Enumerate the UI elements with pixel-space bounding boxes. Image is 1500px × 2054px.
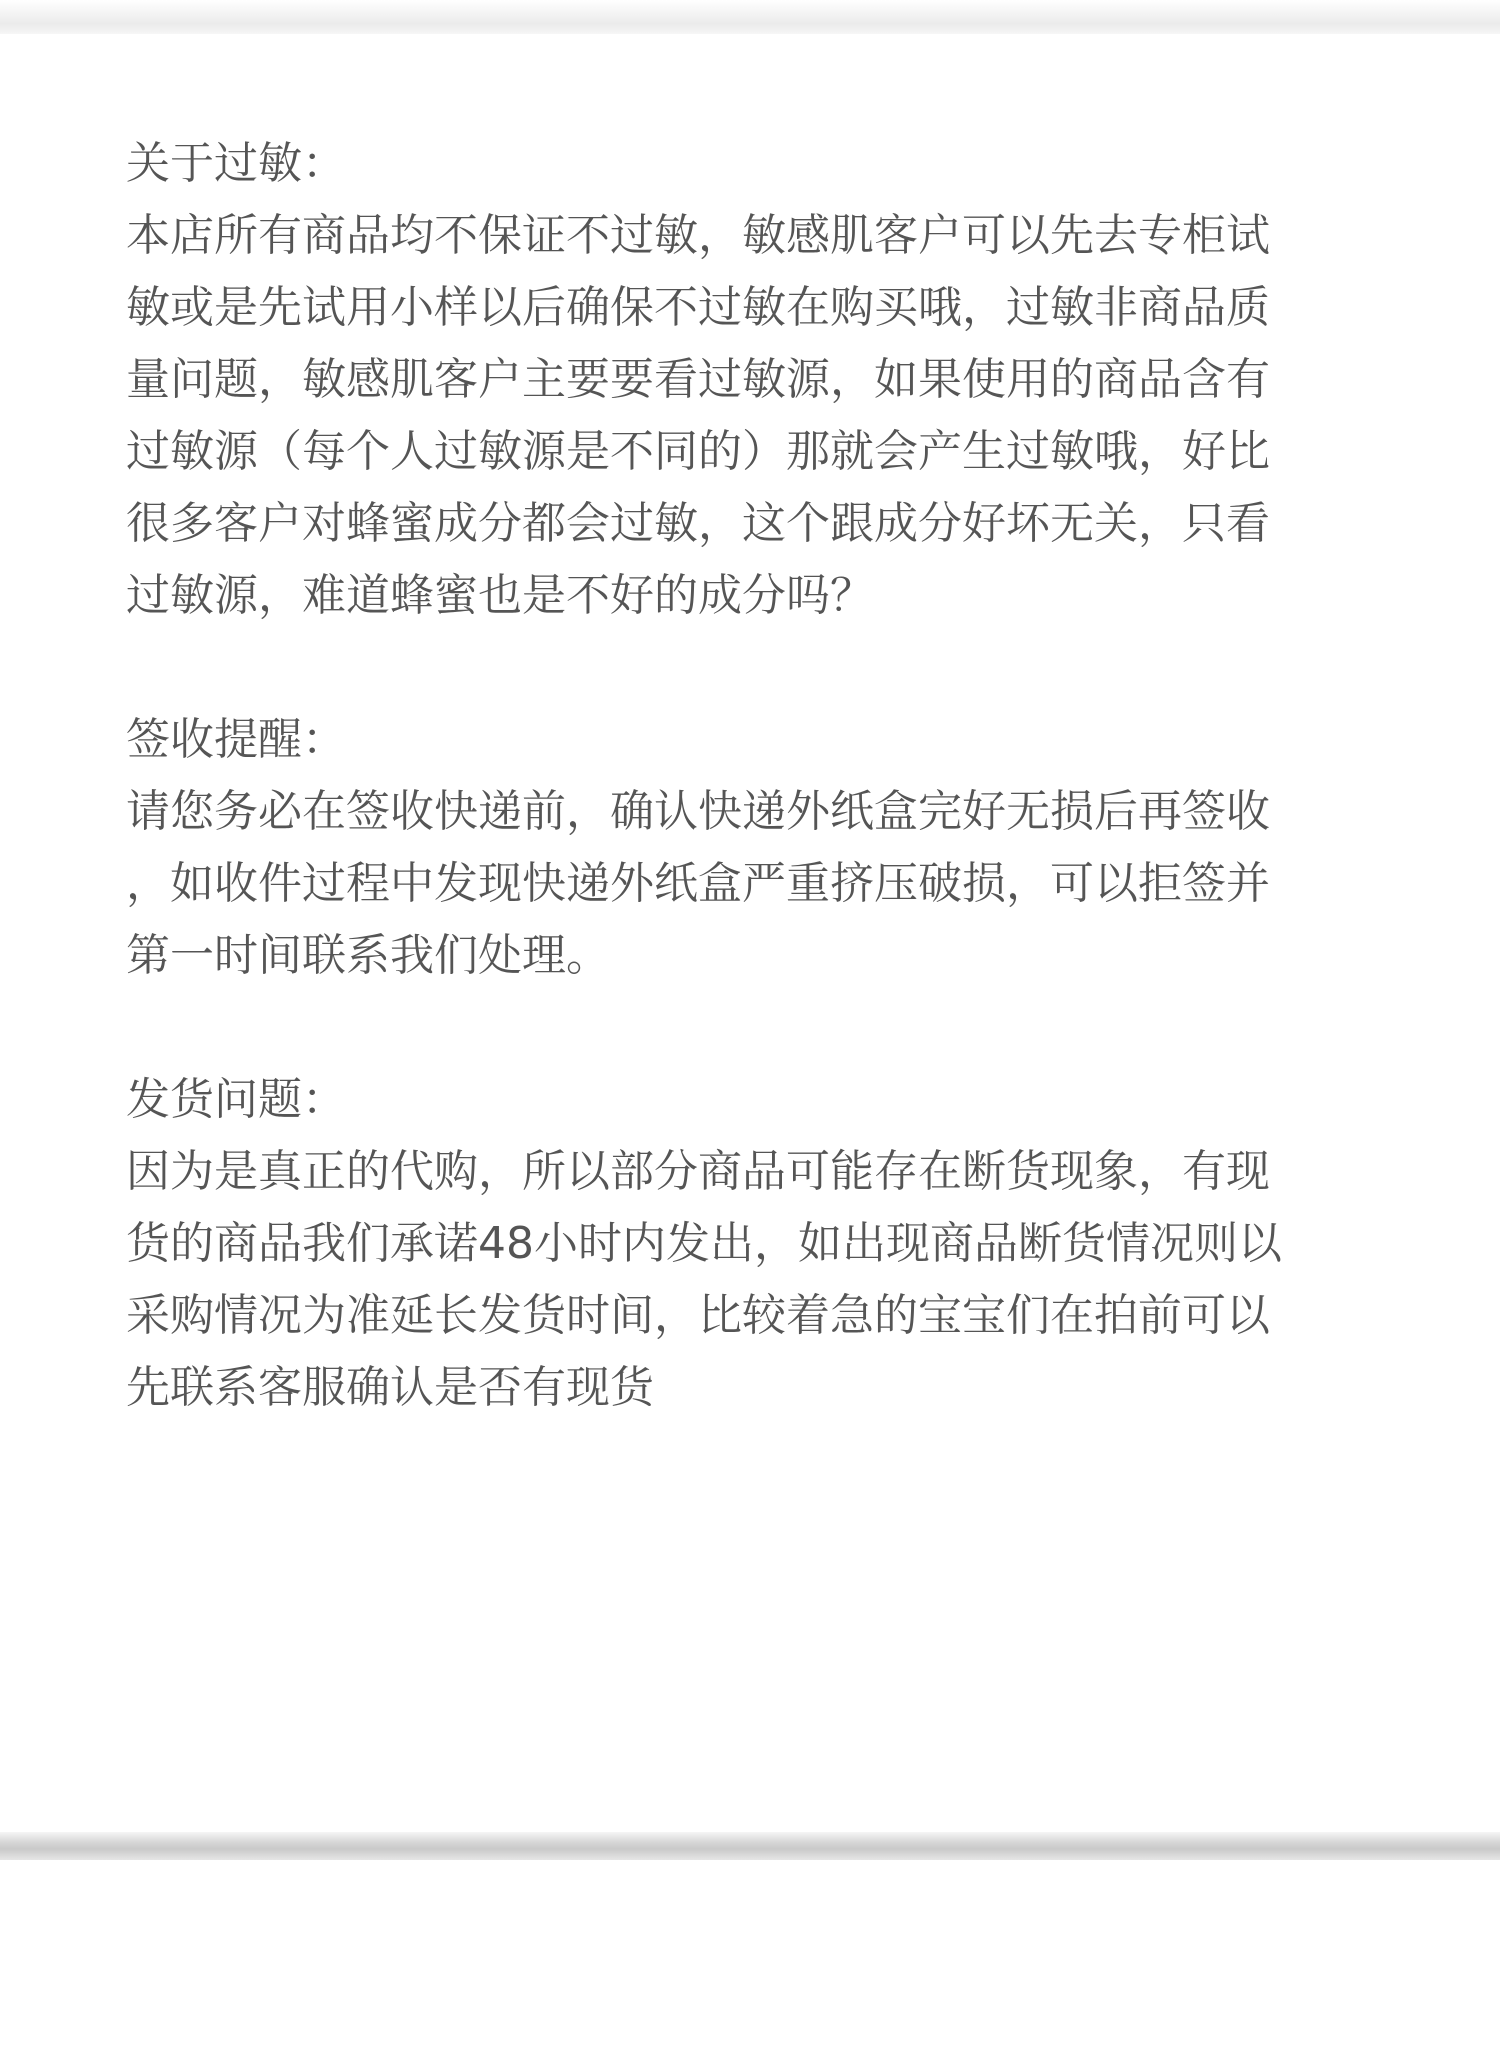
receipt-section [126,704,1386,992]
shipping-heading: 发货问题： [126,1074,346,1125]
shipping-section [126,1064,1386,1424]
top-divider [0,0,1500,34]
allergy-section [126,128,1386,632]
receipt-text: 请您务必在签收快递前，确认快递外纸盒完好无损后再签收 ，如收件过程中发现快递外纸盒严重挤压破损，可以拒签并 第一时间联系我们处理。 [126,786,1270,981]
allergy-heading: 关于过敏： [126,138,346,189]
shipping-text: 因为是真正的代购，所以部分商品可能存在断货现象，有现 货的商品我们承诺48小时内发出，如出现商品断货情况则以 采购情况为准延长发货时间，比较着急的宝宝们在拍前可以 先联系客服确认是否有现货 [126,1146,1282,1413]
allergy-text: 本店所有商品均不保证不过敏，敏感肌客户可以先去专柜试 敏或是先试用小样以后确保不过敏在购买哦，过敏非商品质 量问题，敏感肌客户主要要看过敏源，如果使用的商品含有 过敏源（每个人过敏源是不同的）那就会产生过敏哦，好比 很多客户对蜂蜜成分都会过敏，这个跟成分好坏无关，只看 过敏源，难道蜂蜜也是不好的成分吗？ [126,210,1270,621]
notice-content [126,128,1386,1496]
bottom-divider [0,1832,1500,1860]
receipt-heading: 签收提醒： [126,714,346,765]
